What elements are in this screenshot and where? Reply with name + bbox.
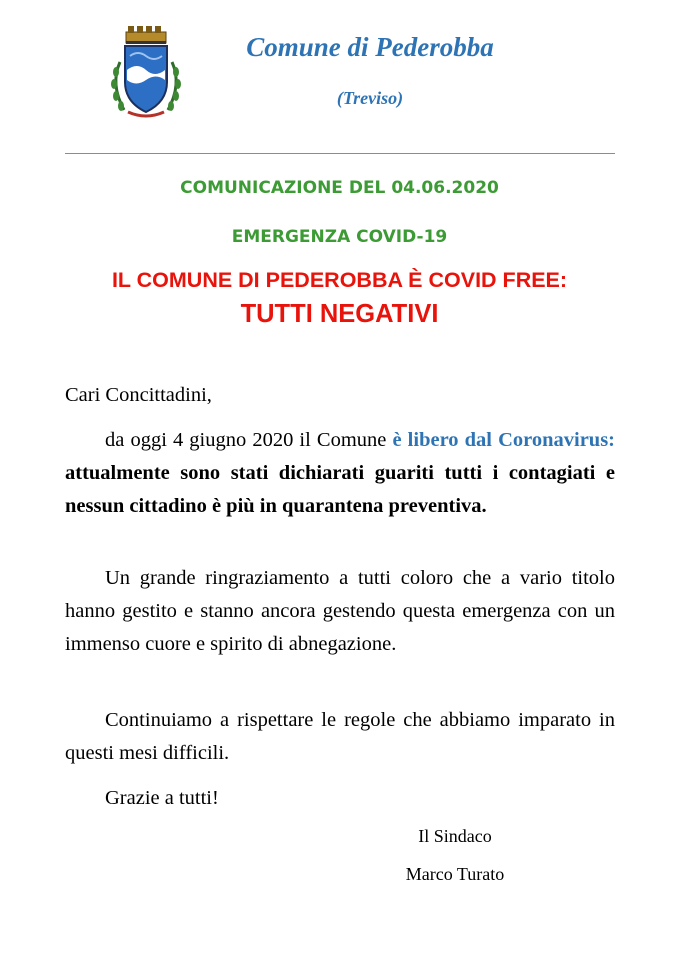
paragraph-thanks: Un grande ringraziamento a tutti coloro che a vario titolo hanno gestito e stanno ancora gestendo questa emergenza con un immenso cuore e spirito di abnegazione.: [65, 567, 615, 655]
paragraph-closing: Grazie a tutti!: [105, 787, 219, 809]
greeting: Cari Concittadini,: [65, 384, 212, 406]
paragraph-covid-free-start: da oggi 4 giugno 2020 il Comune: [105, 429, 393, 451]
announcement-heading-line1: IL COMUNE DI PEDEROBBA È COVID FREE:: [111, 268, 568, 292]
paragraph-covid-free-bold: attualmente sono stati dichiarati guariti tutti i contagiati e nessun cittadino è più in quarantena preventiva.: [65, 462, 615, 517]
announcement-heading-line2: TUTTI NEGATIVI: [240, 300, 439, 328]
town-name: Comune di Pederobba: [246, 32, 494, 62]
signature-name: Marco Turato: [405, 864, 505, 884]
paragraph-covid-free-highlight: è libero dal Coronavirus:: [392, 429, 616, 451]
signature-role: Il Sindaco: [418, 826, 492, 846]
paragraph-rules: Continuiamo a rispettare le regole che abbiamo imparato in questi mesi difficili.: [65, 709, 615, 764]
communication-date-heading: COMUNICAZIONE DEL 04.06.2020: [180, 178, 499, 198]
province-name: (Treviso): [336, 88, 404, 108]
paragraph-covid-free: [65, 424, 615, 523]
coat-of-arms-icon: [106, 22, 186, 120]
emergency-heading: EMERGENZA COVID-19: [231, 227, 448, 247]
header-divider: [65, 153, 615, 154]
